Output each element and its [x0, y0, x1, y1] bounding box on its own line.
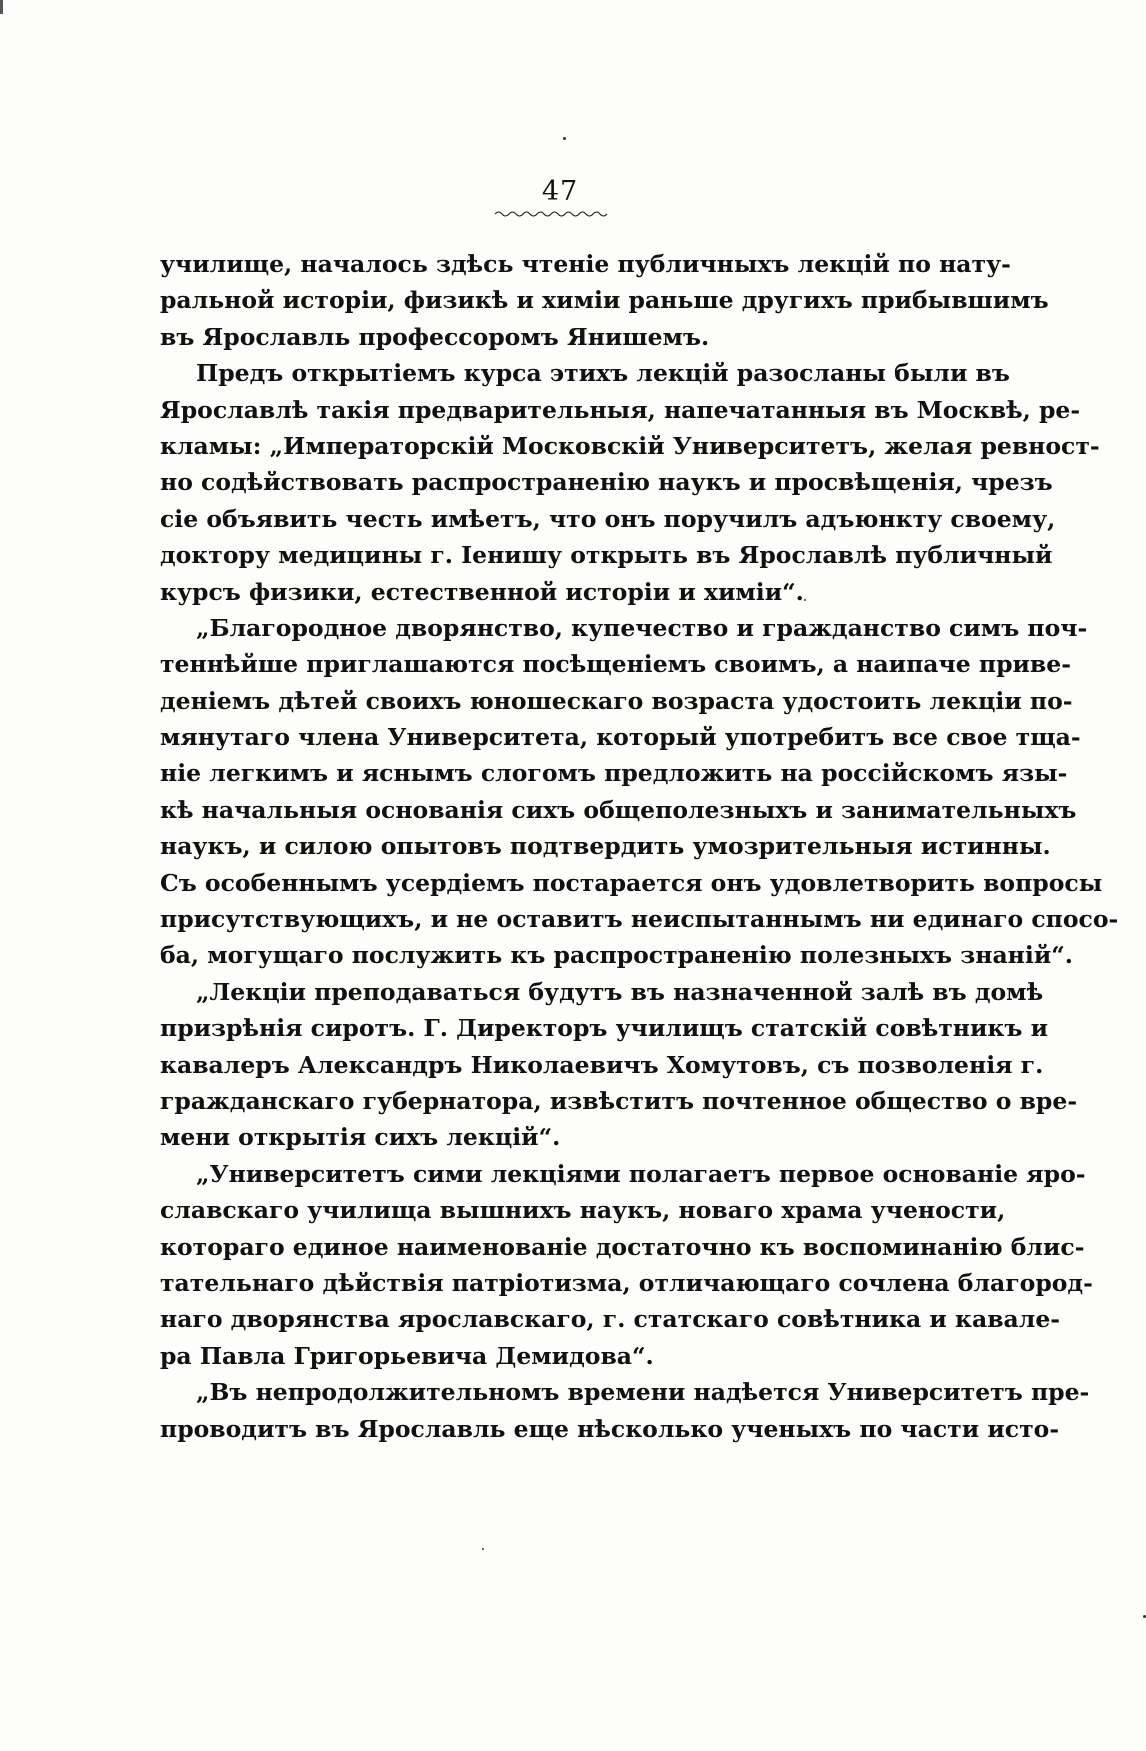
text-line: теннѣйше приглашаются посѣщеніемъ своимъ, а наипаче приве- — [160, 650, 1071, 679]
text-line: „Въ непродолжительномъ времени надѣется Университетъ пре- — [196, 1378, 1090, 1407]
scan-speck — [563, 137, 566, 140]
text-line: „Университетъ сими лекціями полагаетъ первое основаніе яро- — [196, 1159, 1086, 1188]
text-line: доктору медицины г. Іенишу открыть въ Ярославлѣ публичный — [160, 541, 1053, 570]
scan-speck — [482, 1548, 484, 1550]
text-line: „Лекціи преподаваться будутъ въ назначенной залѣ въ домѣ — [196, 977, 1044, 1006]
text-line: ральной исторіи, физикѣ и химіи раньше другихъ прибывшимъ — [160, 286, 1049, 315]
text-line: ра Павла Григорьевича Демидова“. — [160, 1341, 654, 1370]
text-line: „Благородное дворянство, купечество и гражданство симъ поч- — [196, 613, 1088, 642]
text-line: курсъ физики, естественной исторіи и химіи“. — [160, 577, 804, 606]
text-line: мянутаго члена Университета, который употребитъ все свое тща- — [160, 723, 1081, 752]
text-line: призрѣнія сиротъ. Г. Директоръ училищъ статскій совѣтникъ и — [160, 1014, 1049, 1043]
text-line: деніемъ дѣтей своихъ юношескаго возраста удостоить лекціи по- — [160, 686, 1073, 715]
text-line: славскаго училища вышнихъ наукъ, новаго храма учености, — [160, 1196, 1006, 1225]
paragraph — [160, 974, 1078, 1156]
body-text — [160, 246, 1119, 1447]
text-line: ніе легкимъ и яснымъ слогомъ предложить на россійскомъ язы- — [160, 759, 1068, 788]
text-line: кѣ начальныя основанія сихъ общеполезныхъ и занимательныхъ — [160, 795, 1077, 824]
text-line: Съ особеннымъ усердіемъ постарается онъ удовлетворить вопросы — [160, 868, 1103, 897]
scan-speck — [804, 599, 806, 601]
text-line: наго дворянства ярославскаго, г. статскаго совѣтника и кавале- — [160, 1305, 1061, 1334]
text-line: но содѣйствовать распространенію наукъ и просвѣщенія, чрезъ — [160, 468, 1053, 497]
paragraph — [160, 355, 1100, 610]
scan-edge-mark — [0, 0, 3, 14]
text-line: наукъ, и силою опытовъ подтвердить умозрительныя истинны. — [160, 832, 1051, 861]
text-line: Ярославлѣ такія предварительныя, напечатанныя въ Москвѣ, ре- — [160, 395, 1081, 424]
text-line: сіе объявить честь имѣетъ, что онъ поручилъ адъюнкту своему, — [160, 504, 1056, 533]
text-line: котораго единое наименованіе достаточно къ воспоминанію блис- — [160, 1232, 1085, 1261]
text-line: присутствующихъ, и не оставитъ неиспытаннымъ ни единаго спосо- — [160, 905, 1119, 934]
text-line: гражданскаго губернатора, извѣститъ почтенное общество о вре- — [160, 1086, 1078, 1115]
paragraph — [160, 1156, 1093, 1374]
text-line: тательнаго дѣйствія патріотизма, отличающаго сочлена благород- — [160, 1268, 1093, 1297]
paragraph — [160, 610, 1119, 974]
text-line: ба, могущаго послужить къ распространенію полезныхъ знаній“. — [160, 941, 1073, 970]
text-line: кламы: „Императорскій Московскій Университетъ, желая ревност- — [160, 431, 1100, 460]
text-line: кавалеръ Александръ Николаевичъ Хомутовъ, съ позволенія г. — [160, 1050, 1044, 1079]
text-line: училище, началось здѣсь чтеніе публичныхъ лекцій по нату- — [160, 250, 1011, 278]
paragraph — [160, 1374, 1090, 1447]
page-number: 47 — [541, 176, 579, 207]
text-line: въ Ярославль профессоромъ Янишемъ. — [160, 322, 710, 351]
text-line: мени открытія сихъ лекцій“. — [160, 1123, 561, 1152]
text-line: Предъ открытіемъ курса этихъ лекцій разосланы были въ — [196, 359, 1010, 388]
wavy-rule-ornament — [495, 210, 607, 218]
paragraph — [160, 246, 1049, 355]
text-line: проводитъ въ Ярославль еще нѣсколько ученыхъ по части исто- — [160, 1414, 1060, 1443]
